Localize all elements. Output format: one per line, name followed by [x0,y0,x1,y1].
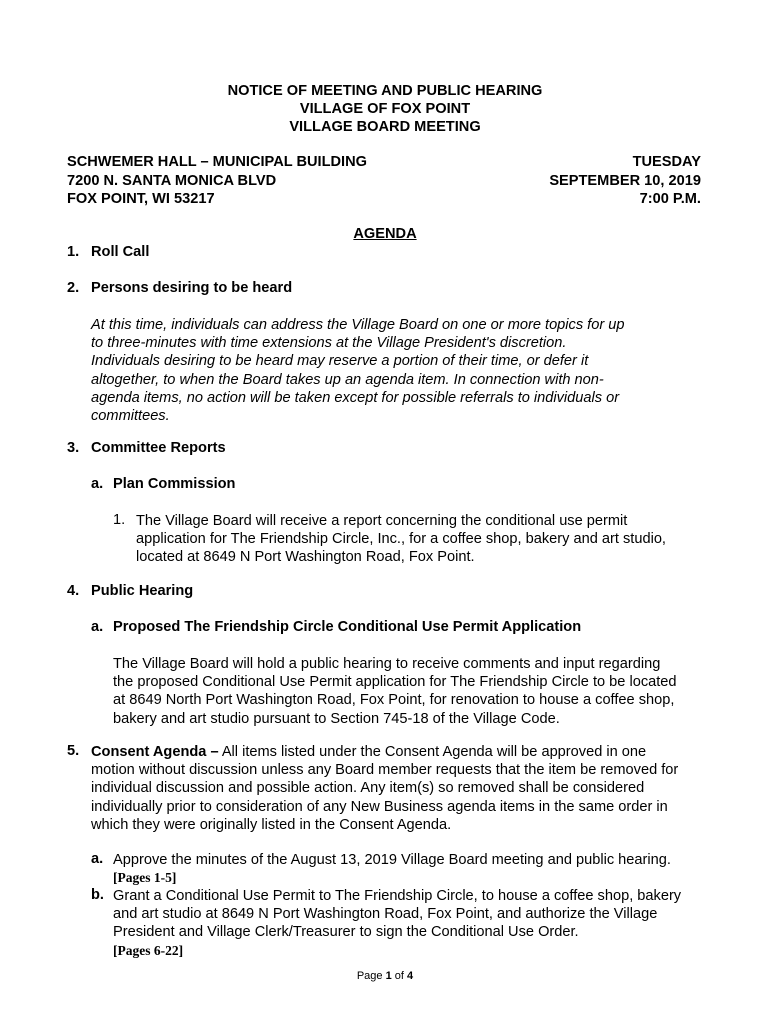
text-line: Individuals desiring to be heard may reserve a portion of their time, or defer it [91,353,589,370]
consent-item-a [113,851,671,887]
page-footer [0,970,770,982]
text-line: located at 8649 N Port Washington Road, Fox Point. [136,549,475,566]
text-line: and art studio at 8649 N Port Washington Road, Fox Point, and authorize the Village [113,906,658,923]
datetime-line: TUESDAY [632,154,701,170]
text-line: to three-minutes with time extensions at the Village President's discretion. [91,335,567,352]
text-line: individual discussion and possible action. Any item(s) so removed shall be considered [91,780,645,797]
footer-of-word: of [391,970,408,982]
item-number: 3. [67,440,80,456]
location-line: SCHWEMER HALL – MUNICIPAL BUILDING [67,154,367,170]
text-line: President and Village Clerk/Treasurer to sign the Conditional Use Order. [113,924,579,941]
datetime-line: SEPTEMBER 10, 2019 [549,172,701,189]
text-line: bakery and art studio pursuant to Section 745-18 of the Village Code. [113,710,560,727]
consent-item-b [113,887,681,960]
item-number: 4. [67,583,80,599]
agenda-heading: AGENDA [353,226,417,242]
item-title-consent: Consent Agenda – [91,744,219,760]
text-line: The Village Board will hold a public hearing to receive comments and input regarding [113,656,661,672]
item-number: 5. [67,743,80,759]
location-line: FOX POINT, WI 53217 [67,191,215,207]
meeting-location [67,153,367,209]
sub-title-permit-application: Proposed The Friendship Circle Conditional Use Permit Application [113,619,582,635]
item-number: 2. [67,280,80,296]
location-line: 7200 N. SANTA MONICA BLVD [67,172,277,189]
item-title-committee: Committee Reports [91,440,226,456]
title-line: NOTICE OF MEETING AND PUBLIC HEARING [227,83,543,99]
text-line: at 8649 North Port Washington Road, Fox Point, for renovation to house a coffee shop, [113,692,675,709]
sub-letter: a. [91,476,104,492]
text-line: individually prior to consideration of any New Business agenda items in the same order in [91,798,668,815]
text-line [91,743,678,761]
document-title [0,82,770,137]
text-line: application for The Friendship Circle, Inc., for a coffee shop, bakery and art studio, [136,531,666,548]
text-line: committees. [91,408,170,425]
sub-letter: a. [91,619,104,635]
page-reference: [Pages 6-22] [113,942,184,958]
item-title-persons: Persons desiring to be heard [91,280,293,296]
title-line: VILLAGE OF FOX POINT [299,101,471,118]
consent-item-letter: a. [91,851,104,867]
text-span: All items listed under the Consent Agenda will be approved in one [218,744,647,760]
public-hearing-description [113,655,677,728]
page-reference: [Pages 1-5] [113,870,177,886]
plan-commission-report [136,512,666,567]
persons-description [91,316,625,425]
item-title-public-hearing: Public Hearing [91,583,194,599]
footer-page-total: 4 [407,970,414,982]
text-line: agenda items, no action will be taken except for possible referrals to individuals or [91,389,620,406]
sub-title-plan-commission: Plan Commission [113,476,236,492]
text-line: The Village Board will receive a report concerning the conditional use permit [136,513,628,529]
footer-page-word: Page [356,970,386,982]
text-line: At this time, individuals can address the Village Board on one or more topics for up [91,317,625,333]
consent-item-letter: b. [91,887,104,903]
meeting-datetime [549,153,701,209]
title-line: VILLAGE BOARD MEETING [289,119,481,136]
text-line: Approve the minutes of the August 13, 2019 Village Board meeting and public hearing. [113,852,671,868]
datetime-line: 7:00 P.M. [639,191,701,207]
text-line: motion without discussion unless any Board member requests that the item be removed for [91,762,679,779]
point-number: 1. [113,512,126,528]
text-line: the proposed Conditional Use Permit application for The Friendship Circle to be located [113,674,677,691]
consent-agenda-intro [91,743,678,834]
text-line: which they were originally listed in the Consent Agenda. [91,816,452,833]
text-line: Grant a Conditional Use Permit to The Friendship Circle, to house a coffee shop, bakery [113,888,682,904]
item-number: 1. [67,244,80,260]
item-title-roll-call: Roll Call [91,244,150,260]
footer-page-number: 1 [385,970,392,982]
text-line: altogether, to when the Board takes up an agenda item. In connection with non- [91,371,604,388]
